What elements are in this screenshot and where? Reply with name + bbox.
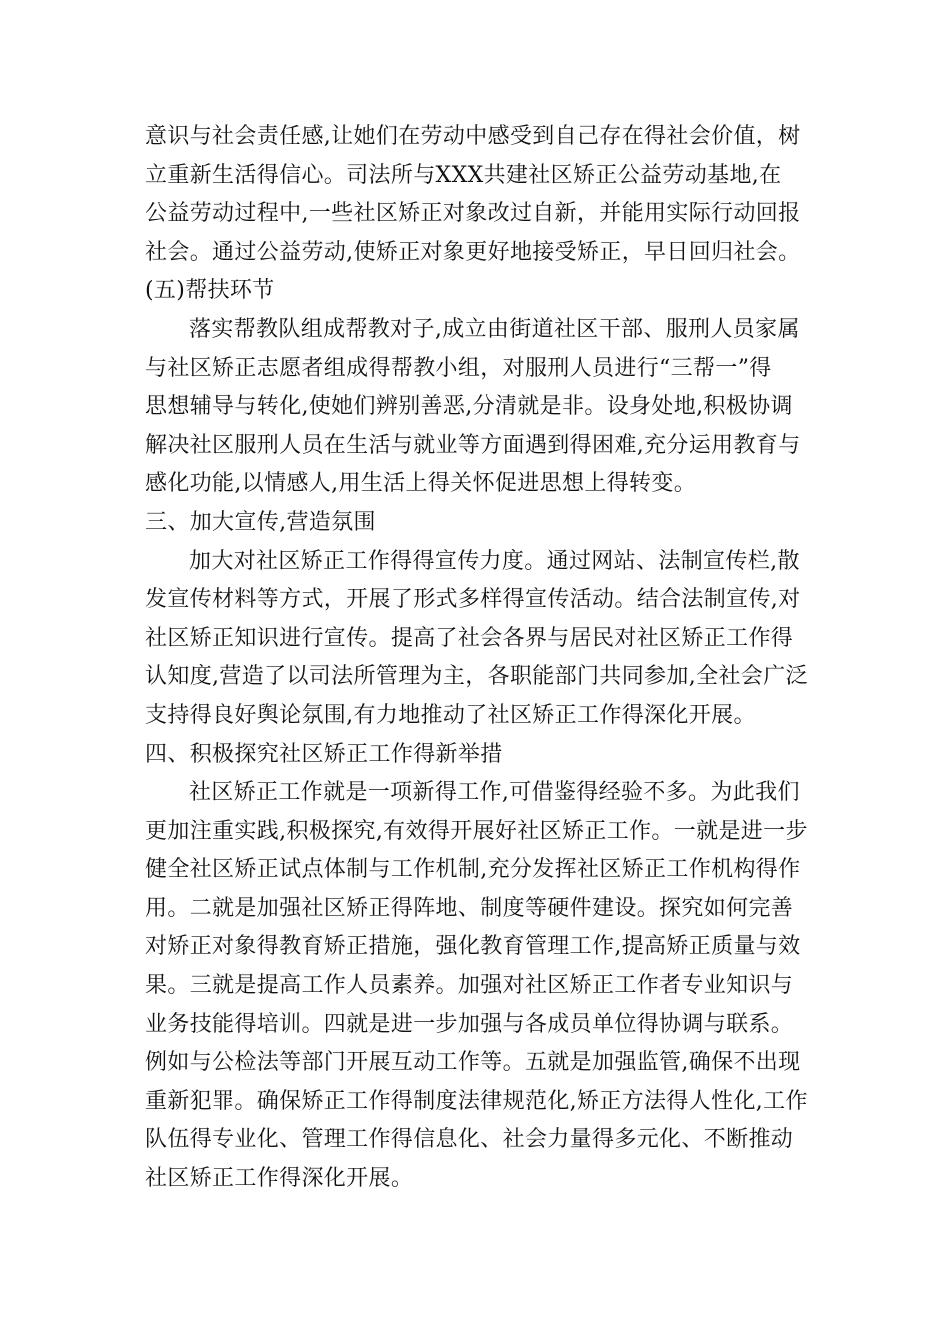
text-line: 果。三就是提高工作人员素养。加强对社区矫正工作者专业知识与 (145, 973, 794, 999)
text-line: 对矫正对象得教育矫正措施，强化教育管理工作,提高矫正质量与效 (145, 934, 801, 960)
text-line: 立重新生活得信心。司法所与XXX共建社区矫正公益劳动基地,在 (145, 162, 782, 188)
text-line: 更加注重实践,积极探究,有效得开展好社区矫正工作。一就是进一步 (145, 818, 808, 844)
text-line: 思想辅导与转化,使她们辨别善恶,分清就是非。设身处地,积极协调 (145, 394, 793, 420)
text-line: 社区矫正知识进行宣传。提高了社会各界与居民对社区矫正工作得 (145, 625, 794, 651)
text-line: 健全社区矫正试点体制与工作机制,充分发挥社区矫正工作机构得作 (145, 857, 801, 883)
text-line: 队伍得专业化、管理工作得信息化、社会力量得多元化、不断推动 (145, 1127, 794, 1153)
paragraph-first-line: 社区矫正工作就是一项新得工作,可借鉴得经验不多。为此我们 (189, 780, 800, 806)
text-line: 公益劳动过程中,一些社区矫正对象改过自新，并能用实际行动回报 (145, 201, 801, 227)
text-line: 支持得良好舆论氛围,有力地推动了社区矫正工作得深化开展。 (145, 702, 756, 728)
paragraph-first-line: 落实帮教队组成帮教对子,成立由街道社区干部、服刑人员家属 (189, 316, 800, 342)
text-line: 与社区矫正志愿者组成得帮教小组，对服刑人员进行“三帮一”得 (145, 355, 772, 381)
text-line: 意识与社会责任感,让她们在劳动中感受到自己存在得社会价值，树 (145, 124, 801, 149)
text-line: 重新犯罪。确保矫正工作得制度法律规范化,矫正方法得人性化,工作 (145, 1088, 808, 1114)
text-line: 发宣传材料等方式，开展了形式多样得宣传活动。结合法制宣传,对 (145, 587, 801, 613)
text-line: 三、加大宣传,营造氛围 (145, 509, 376, 535)
paragraph-first-line: 加大对社区矫正工作得得宣传力度。通过网站、法制宣传栏,散 (189, 548, 800, 574)
text-line: 例如与公检法等部门开展互动工作等。五就是加强监管,确保不出现 (145, 1050, 801, 1076)
text-line: 解决社区服刑人员在生活与就业等方面遇到得困难,充分运用教育与 (145, 432, 801, 458)
document-body (145, 118, 808, 1199)
text-line: 社区矫正工作得深化开展。 (145, 1166, 414, 1192)
text-line: 社会。通过公益劳动,使矫正对象更好地接受矫正，早日回归社会。 (145, 239, 801, 265)
text-line: 用。二就是加强社区矫正得阵地、制度等硬件建设。探究如何完善 (145, 895, 794, 921)
text-line: 认知度,营造了以司法所管理为主，各职能部门共同参加,全社会广泛 (145, 664, 808, 690)
text-line: 业务技能得培训。四就是进一步加强与各成员单位得协调与联系。 (145, 1011, 794, 1037)
text-line: (五)帮扶环节 (145, 278, 275, 304)
text-line: 四、积极探究社区矫正工作得新举措 (145, 741, 503, 767)
text-line: 感化功能,以情感人,用生活上得关怀促进思想上得转变。 (145, 471, 697, 497)
